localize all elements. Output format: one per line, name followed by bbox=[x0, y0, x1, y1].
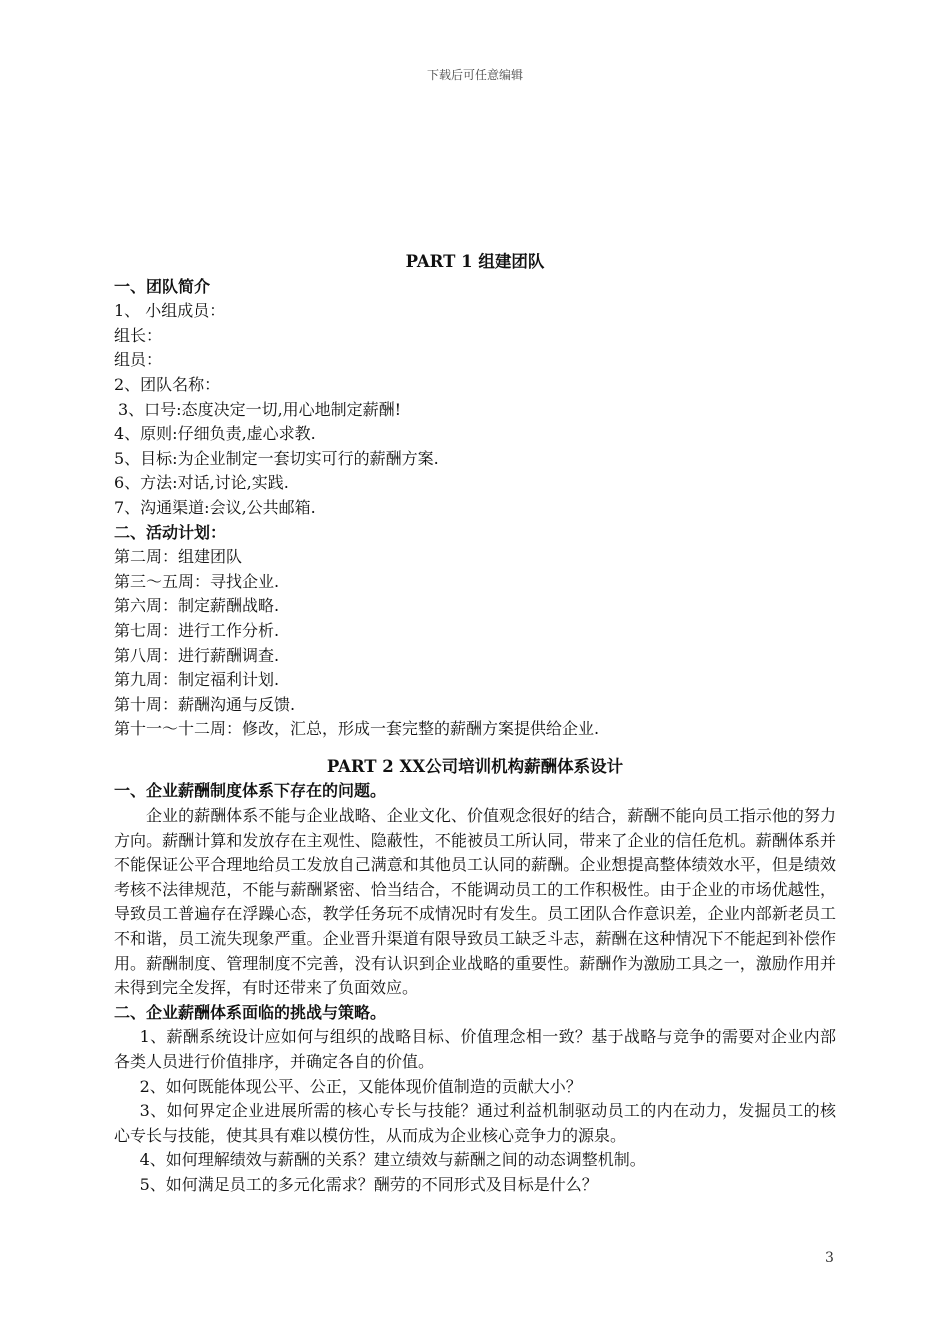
schedule-week-11-12: 第十一～十二周：修改，汇总，形成一套完整的薪酬方案提供给企业. bbox=[114, 719, 600, 739]
page-number: 3 bbox=[825, 1250, 834, 1266]
problems-paragraph: 企业的薪酬体系不能与企业战略、企业文化、价值观念很好的结合，薪酬不能向员工指示他的努力方向。薪酬计算和发放存在主观性、隐蔽性，不能被员工所认同，带来了企业的信任危机。薪酬体系并不能保证公平合理地给员工发放自己满意和其他员工认同的薪酬。企业想提高整体绩效水平，但是绩效考核不法律规范，不能与薪酬紧密、恰当结合，不能调动员工的工作积极性。由于企业的市场优越性，导致员工普遍存在浮躁心态，教学任务玩不成情况时有发生。员工团队合作意识差，企业内部新老员工不和谐，员工流失现象严重。企业晋升渠道有限导致员工缺乏斗志，薪酬在这种情况下不能起到补偿作用。薪酬制度、管理制度不完善，没有认识到企业战略的重要性。薪酬作为激励工具之一，激励作用并未得到完全发挥，有时还带来了负面效应。 bbox=[114, 806, 836, 998]
part2-title: PART 2 XX公司培训机构薪酬体系设计 bbox=[326, 756, 624, 776]
challenge-item-4: 4、如何理解绩效与薪酬的关系？建立绩效与薪酬之间的动态调整机制。 bbox=[139, 1150, 646, 1170]
team-goal-line: 5、目标:为企业制定一套切实可行的薪酬方案. bbox=[114, 448, 439, 468]
document-body bbox=[114, 250, 836, 1198]
team-slogan-line: 3、口号:态度决定一切,用心地制定薪酬! bbox=[118, 399, 402, 419]
part1-section1-heading: 一、团队简介 bbox=[114, 276, 211, 296]
part1-title: PART 1 组建团队 bbox=[405, 252, 545, 271]
team-channel-line: 7、沟通渠道:会议,公共邮箱. bbox=[114, 497, 316, 517]
schedule-week-10: 第十周：薪酬沟通与反馈. bbox=[114, 694, 296, 714]
schedule-week-2: 第二周：组建团队 bbox=[114, 547, 243, 567]
team-member-list-line: 组员： bbox=[114, 350, 163, 370]
schedule-week-8: 第八周：进行薪酬调查. bbox=[114, 645, 280, 665]
schedule-week-9: 第九周：制定福利计划. bbox=[114, 670, 280, 690]
team-leader-line: 组长： bbox=[114, 325, 163, 345]
challenge-item-2: 2、如何既能体现公平、公正，又能体现价值制造的贡献大小？ bbox=[139, 1076, 582, 1096]
team-principle-line: 4、原则:仔细负责,虚心求教. bbox=[114, 424, 316, 444]
schedule-week-7: 第七周：进行工作分析. bbox=[114, 620, 280, 640]
team-method-line: 6、方法:对话,讨论,实践. bbox=[114, 473, 289, 493]
team-members-line: 1、 小组成员： bbox=[114, 301, 226, 321]
challenge-item-1: 1、薪酬系统设计应如何与组织的战略目标、价值理念相一致？基于战略与竞争的需要对企业内部各类人员进行价值排序，并确定各自的价值。 bbox=[114, 1027, 836, 1071]
part1-section2-heading: 二、活动计划： bbox=[114, 522, 227, 542]
schedule-week-6: 第六周：制定薪酬战略. bbox=[114, 596, 280, 616]
team-name-line: 2、团队名称： bbox=[114, 374, 221, 394]
header-note: 下载后可任意编辑 bbox=[426, 68, 523, 82]
challenge-item-3: 3、如何界定企业进展所需的核心专长与技能？通过利益机制驱动员工的内在动力，发掘员工的核心专长与技能，使其具有难以模仿性，从而成为企业核心竞争力的源泉。 bbox=[114, 1101, 836, 1145]
challenge-item-5: 5、如何满足员工的多元化需求？酬劳的不同形式及目标是什么？ bbox=[139, 1174, 598, 1194]
part2-section1-heading: 一、企业薪酬制度体系下存在的问题。 bbox=[114, 781, 387, 801]
part2-section2-heading: 二、企业薪酬体系面临的挑战与策略。 bbox=[114, 1002, 387, 1022]
schedule-week-3-5: 第三～五周：寻找企业. bbox=[114, 571, 280, 591]
